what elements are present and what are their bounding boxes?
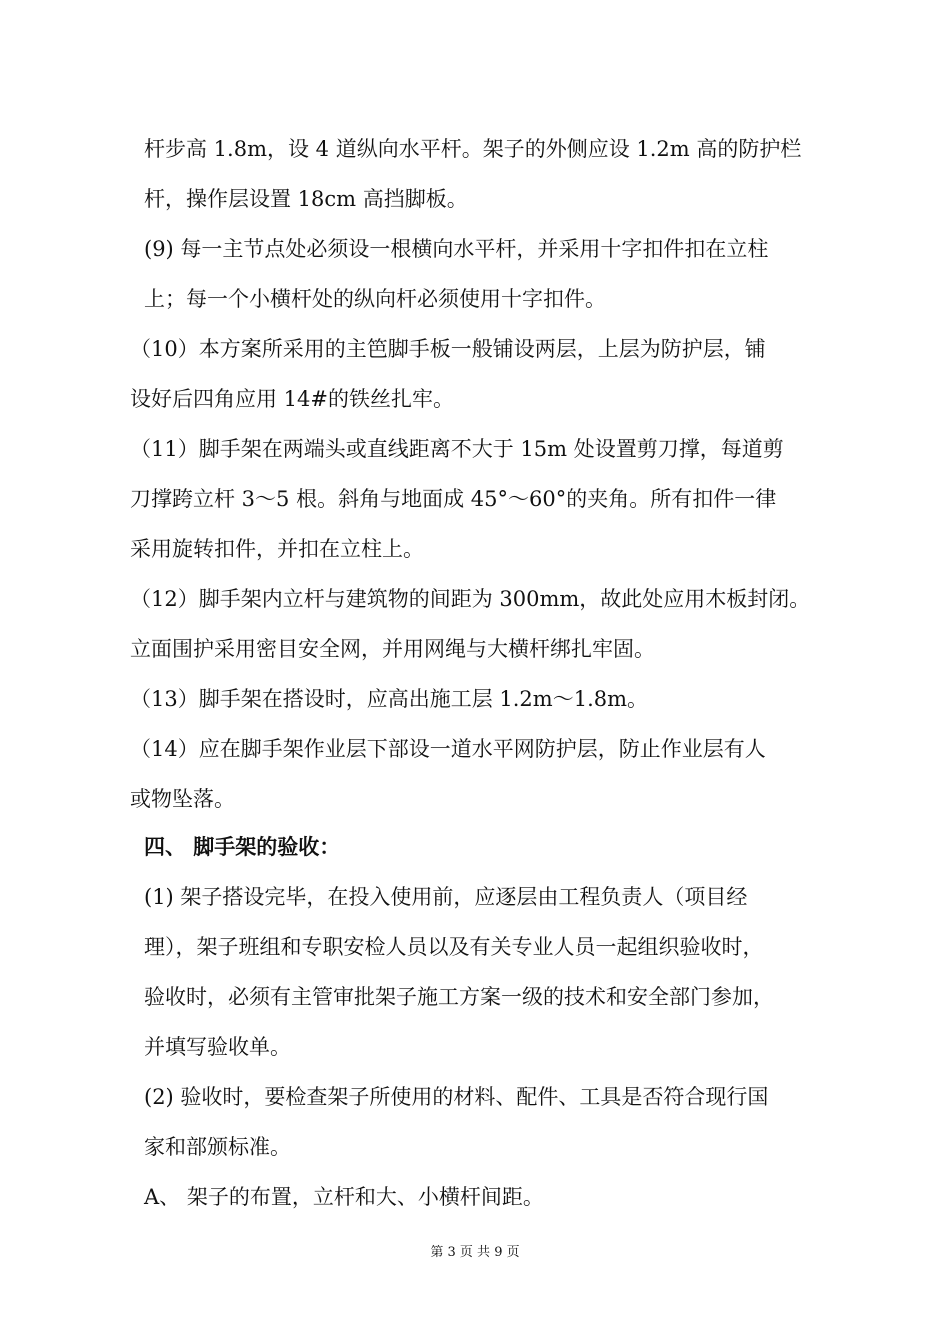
paragraph-line: 刀撑跨立杆 3～5 根。斜角与地面成 45°～60°的夹角。所有扣件一律 <box>130 487 777 511</box>
paragraph-line: 或物坠落。 <box>130 787 235 811</box>
paragraph-line: A、 架子的布置，立杆和大、小横杆间距。 <box>144 1185 544 1209</box>
paragraph-line: 理），架子班组和专职安检人员以及有关专业人员一起组织验收时， <box>144 935 764 959</box>
paragraph-line: (9) 每一主节点处必须设一根横向水平杆，并采用十字扣件扣在立柱 <box>144 237 769 261</box>
paragraph-line: 家和部颁标准。 <box>144 1135 291 1159</box>
paragraph-line: 采用旋转扣件，并扣在立柱上。 <box>130 537 424 561</box>
page-footer: 第 3 页 共 9 页 <box>430 1245 520 1260</box>
paragraph-line: 验收时，必须有主管审批架子施工方案一级的技术和安全部门参加， <box>144 985 774 1009</box>
section-heading: 四、 脚手架的验收： <box>144 834 341 859</box>
paragraph-line: (2) 验收时，要检查架子所使用的材料、配件、工具是否符合现行国 <box>144 1085 769 1109</box>
paragraph-line: 设好后四角应用 14#的铁丝扎牢。 <box>130 387 454 411</box>
paragraph-line: 上；每一个小横杆处的纵向杆必须使用十字扣件。 <box>144 287 606 311</box>
paragraph-line: （14）应在脚手架作业层下部设一道水平网防护层，防止作业层有人 <box>130 737 766 761</box>
paragraph-line: （10）本方案所采用的主笆脚手板一般铺设两层，上层为防护层，铺 <box>130 337 766 361</box>
paragraph-line: （11）脚手架在两端头或直线距离不大于 15m 处设置剪刀撑，每道剪 <box>130 437 784 461</box>
paragraph-line: 立面围护采用密目安全网，并用网绳与大横杆绑扎牢固。 <box>130 637 655 661</box>
paragraph-line: 杆步高 1.8m，设 4 道纵向水平杆。架子的外侧应设 1.2m 高的防护栏 <box>144 137 802 161</box>
paragraph-line: （12）脚手架内立杆与建筑物的间距为 300mm，故此处应用木板封闭。 <box>130 587 811 611</box>
paragraph-line: 杆，操作层设置 18cm 高挡脚板。 <box>144 187 468 211</box>
paragraph-line: （13）脚手架在搭设时，应高出施工层 1.2m～1.8m。 <box>130 687 649 711</box>
paragraph-line: 并填写验收单。 <box>144 1035 291 1059</box>
paragraph-line: (1) 架子搭设完毕，在投入使用前，应逐层由工程负责人（项目经 <box>144 885 748 909</box>
